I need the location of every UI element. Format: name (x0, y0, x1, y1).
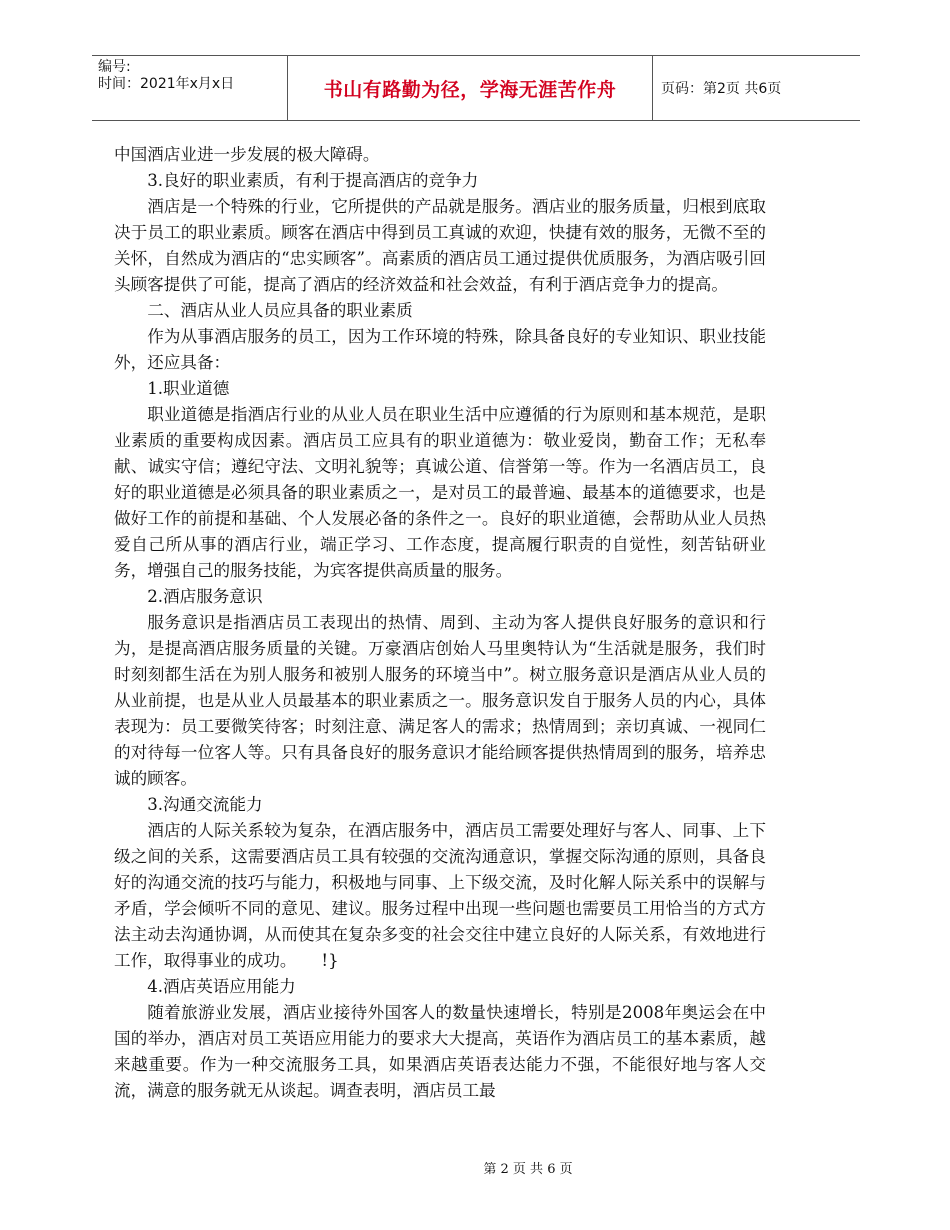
serial-label: 编号: (98, 59, 131, 75)
header-meta (92, 56, 287, 120)
paragraph: 职业道德是指酒店行业的从业人员在职业生活中应遵循的行为原则和基本规范，是职业素质的重要构成因素。酒店员工应具有的职业道德为：敬业爱岗，勤奋工作；无私奉献、诚实守信；遵纪守法、文明礼貌等；真诚公道、信誉第一等。作为一名酒店员工，良好的职业道德是必须具备的职业素质之一，是对员工的最普遍、最基本的道德要求，也是做好工作的前提和基础、个人发展必备的条件之一。良好的职业道德，会帮助从业人员热爱自己所从事的酒店行业，端正学习、工作态度，提高履行职责的自觉性，刻苦钻研业务，增强自己的服务技能，为宾客提供高质量的服务。 (114, 405, 766, 580)
paragraph: 随着旅游业发展，酒店业接待外国客人的数量快速增长，特别是2008年奥运会在中国的举办，酒店对员工英语应用能力的要求大大提高，英语作为酒店员工的基本素质，越来越重要。作为一种交流服务工具，如果酒店英语表达能力不强，不能很好地与客人交流，满意的服务就无从谈起。调查表明，酒店员工最 (114, 1003, 766, 1100)
section-heading: 二、酒店从业人员应具备的职业素质 (147, 301, 413, 320)
section-heading: 2.酒店服务意识 (147, 587, 263, 606)
section-heading: 3.沟通交流能力 (147, 795, 263, 814)
section-heading: 1.职业道德 (147, 379, 230, 398)
time-label: 时间：2021年x月x日 (98, 76, 235, 92)
paragraph: 作为从事酒店服务的员工，因为工作环境的特殊，除具备良好的专业知识、职业技能外，还应具备： (114, 327, 766, 372)
page-header (92, 55, 860, 121)
paragraph: 酒店是一个特殊的行业，它所提供的产品就是服务。酒店业的服务质量，归根到底取决于员工的职业素质。顾客在酒店中得到员工真诚的欢迎，快捷有效的服务，无微不至的关怀，自然成为酒店的“忠实顾客”。高素质的酒店员工通过提供优质服务，为酒店吸引回头顾客提供了可能，提高了酒店的经济效益和社会效益，有利于酒店竞争力的提高。 (114, 197, 766, 294)
paragraph: 服务意识是指酒店员工表现出的热情、周到、主动为客人提供良好服务的意识和行为，是提高酒店服务质量的关键。万豪酒店创始人马里奥特认为“生活就是服务，我们时时刻刻都生活在为别人服务和被别人服务的环境当中”。树立服务意识是酒店从业人员的从业前提，也是从业人员最基本的职业素质之一。服务意识发自于服务人员的内心，具体表现为：员工要微笑待客；时刻注意、满足客人的需求；热情周到；亲切真诚、一视同仁的对待每一位客人等。只有具备良好的服务意识才能给顾客提供热情周到的服务，培养忠诚的顾客。 (114, 613, 766, 788)
header-page-label: 页码：第2页 共6页 (661, 81, 782, 97)
paragraph: 中国酒店业进一步发展的极大障碍。 (114, 145, 380, 164)
paragraph: 酒店的人际关系较为复杂，在酒店服务中，酒店员工需要处理好与客人、同事、上下级之间的关系，这需要酒店员工具有较强的交流沟通意识，掌握交际沟通的原则，具备良好的沟通交流的技巧与能力，积极地与同事、上下级交流，及时化解人际关系中的误解与矛盾，学会倾听不同的意见、建议。服务过程中出现一些问题也需要员工用恰当的方式方法主动去沟通协调，从而使其在复杂多变的社会交往中建立良好的人际关系，有效地进行工作，取得事业的成功。 !} (114, 821, 766, 970)
header-motto: 书山有路勤为径，学海无涯苦作舟 (287, 56, 653, 120)
section-heading: 3.良好的职业素质，有利于提高酒店的竞争力 (147, 171, 479, 190)
section-heading: 4.酒店英语应用能力 (147, 977, 296, 996)
document-body (114, 142, 766, 1104)
page-footer: 第 2 页 共 6 页 (483, 1162, 573, 1177)
